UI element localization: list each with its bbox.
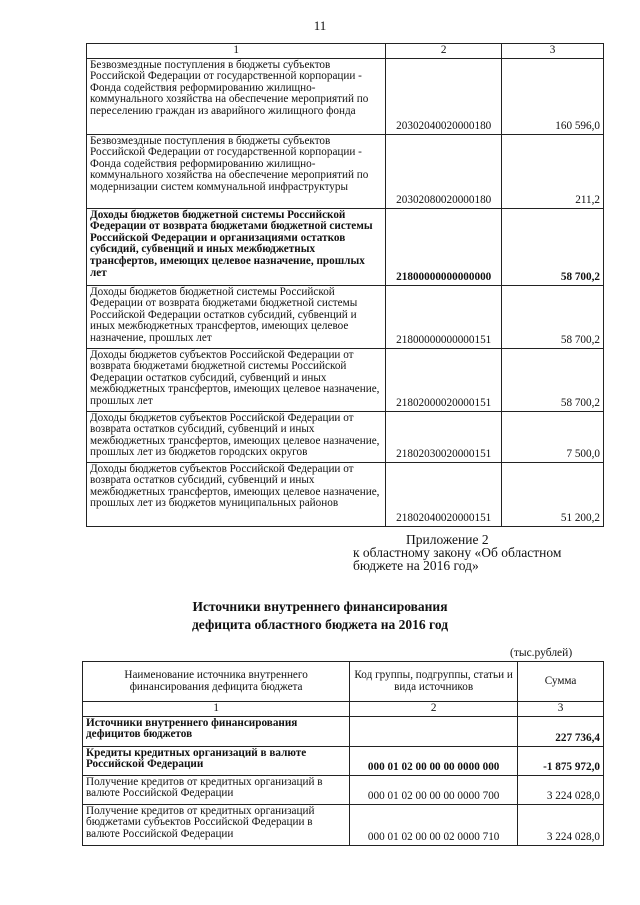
row-sum: 211,2 (502, 134, 604, 208)
column-number-3: 3 (518, 702, 604, 717)
row-code: 21800000000000151 (386, 285, 502, 348)
row-sum: 160 596,0 (502, 58, 604, 134)
table-row (87, 134, 604, 208)
row-code: 000 01 02 00 00 02 0000 710 (350, 804, 518, 845)
column-number-2: 2 (350, 702, 518, 717)
column-number-3: 3 (502, 44, 604, 59)
row-sum: 58 700,2 (502, 348, 604, 411)
table-row (87, 348, 604, 411)
table-header-row (83, 662, 604, 702)
table-row (87, 285, 604, 348)
appendix-line: бюджете на 2016 год» (353, 558, 479, 573)
row-name: Доходы бюджетов субъектов Российской Федерации от возврата остатков субсидий, субвенций и иных межбюджетных трансфертов, имеющих целевое назначение, прошлых лет из бюджетов муниципальных районов (87, 462, 386, 526)
column-header-sum: Сумма (518, 662, 604, 702)
column-header-name: Наименование источника внутреннего финансирования дефицита бюджета (83, 662, 350, 702)
table-row (87, 462, 604, 526)
row-code: 20302080020000180 (386, 134, 502, 208)
row-sum: 3 224 028,0 (518, 804, 604, 845)
row-code: 21802000020000151 (386, 348, 502, 411)
unit-label: (тыс.рублей) (510, 647, 573, 659)
row-code: 20302040020000180 (386, 58, 502, 134)
appendix-title: Приложение 2 (406, 532, 489, 547)
table-number-row (83, 702, 604, 717)
row-sum: -1 875 972,0 (518, 746, 604, 775)
table-row (83, 775, 604, 804)
row-code: 21800000000000000 (386, 208, 502, 285)
column-number-2: 2 (386, 44, 502, 59)
row-name: Источники внутреннего финансирования дефицитов бюджетов (83, 716, 350, 746)
row-name: Доходы бюджетов бюджетной системы Российской Федерации от возврата бюджетами бюджетной системы Российской Федерации остатков субсидий, субвенций и иных межбюджетных трансфертов, имеющих целевое назначение, прошлых лет (87, 285, 386, 348)
row-sum: 58 700,2 (502, 285, 604, 348)
row-name: Получение кредитов от кредитных организаций бюджетами субъектов Российской Федерации в валюте Российской Федерации (83, 804, 350, 845)
appendix-line: к областному закону «Об областном (353, 545, 562, 560)
column-number-1: 1 (83, 702, 350, 717)
row-name: Доходы бюджетов субъектов Российской Федерации от возврата бюджетами бюджетной системы Российской Федерации остатков субсидий, субвенций и иных межбюджетных трансфертов, имеющих целевое назначение, прошлых лет (87, 348, 386, 411)
row-sum: 58 700,2 (502, 208, 604, 285)
table-row (87, 411, 604, 462)
section-title (0, 598, 640, 634)
table-row (87, 208, 604, 285)
row-name: Получение кредитов от кредитных организаций в валюте Российской Федерации (83, 775, 350, 804)
row-name: Безвозмездные поступления в бюджеты субъектов Российской Федерации от государственной корпорации - Фонда содействия реформированию жилищно-коммунального хозяйства на обеспечение мероприятий по модернизации систем коммунальной инфраструктуры (87, 134, 386, 208)
financing-sources-table (82, 661, 604, 846)
row-code (350, 716, 518, 746)
row-code: 000 01 02 00 00 00 0000 700 (350, 775, 518, 804)
row-sum: 51 200,2 (502, 462, 604, 526)
section-title-line: дефицита областного бюджета на 2016 год (191, 617, 449, 632)
row-sum: 7 500,0 (502, 411, 604, 462)
row-name: Безвозмездные поступления в бюджеты субъектов Российской Федерации от государственной корпорации - Фонда содействия реформированию жилищно-коммунального хозяйства на обеспечение мероприятий по переселению граждан из аварийного жилищного фонда (87, 58, 386, 134)
row-name: Кредиты кредитных организаций в валюте Российской Федерации (83, 746, 350, 775)
table-header-row (87, 44, 604, 59)
revenue-table (86, 43, 604, 527)
row-code: 000 01 02 00 00 00 0000 000 (350, 746, 518, 775)
table-row (83, 716, 604, 746)
section-title-line: Источники внутреннего финансирования (192, 599, 448, 614)
table-row (83, 804, 604, 845)
row-name: Доходы бюджетов бюджетной системы Российской Федерации от возврата бюджетами бюджетной системы Российской Федерации и организациями остатков субсидий, субвенций и иных межбюджетных трансфертов, имеющих целевое назначение, прошлых лет (87, 208, 386, 285)
column-header-code: Код группы, подгруппы, статьи и вида источников (350, 662, 518, 702)
table-row (83, 746, 604, 775)
column-number-1: 1 (87, 44, 386, 59)
row-sum: 227 736,4 (518, 716, 604, 746)
page-number: 11 (313, 18, 327, 33)
row-code: 21802030020000151 (386, 411, 502, 462)
row-sum: 3 224 028,0 (518, 775, 604, 804)
appendix-note (353, 533, 561, 572)
row-name: Доходы бюджетов субъектов Российской Федерации от возврата остатков субсидий, субвенций и иных межбюджетных трансфертов, имеющих целевое назначение, прошлых лет из бюджетов городских округов (87, 411, 386, 462)
row-code: 21802040020000151 (386, 462, 502, 526)
table-row (87, 58, 604, 134)
